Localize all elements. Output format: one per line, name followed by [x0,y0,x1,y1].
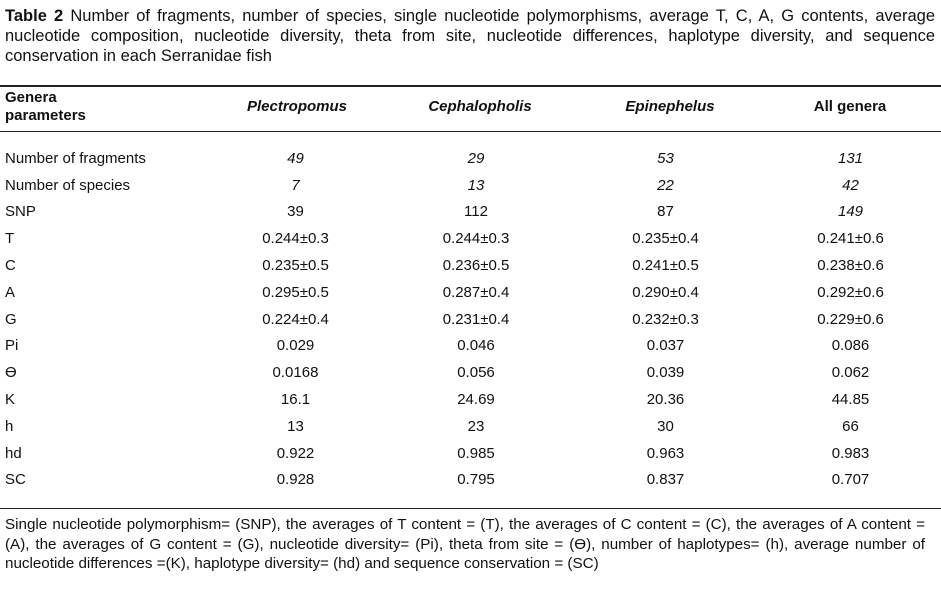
column-header-all-genera: All genera [813,98,887,115]
table-row [0,199,941,226]
table-cell: 112 [464,203,488,221]
row-label: h [5,417,14,435]
table-cell: 0.290±0.4 [632,283,699,301]
table-cell: 0.231±0.4 [442,310,510,328]
table-cell: 0.963 [646,444,685,462]
table-cell: 0.983 [831,444,870,462]
table-cell: 0.241±0.5 [632,257,699,275]
row-label: ϴ [5,364,17,382]
table-number: Table 2 [5,7,64,25]
table-cell: 22 [657,176,674,194]
top-rule [0,85,941,87]
table-cell: 29 [467,149,485,167]
row-label: Number of species [5,176,131,194]
row-label: Number of fragments [5,149,146,167]
table-cell: 0.086 [831,337,870,355]
row-label: C [5,257,16,275]
table-cell: 23 [467,417,485,435]
table-cell: 53 [657,149,674,167]
table-cell: 0.037 [646,337,685,355]
table-cell: 0.295±0.5 [262,283,329,301]
row-label: T [5,230,15,248]
row-label: G [5,310,17,328]
table-row [0,225,941,252]
table-cell: 0.062 [831,364,870,382]
table-cell: 0.029 [276,337,315,355]
table-cell: 42 [842,176,859,194]
table-cell: 0.287±0.4 [442,283,510,301]
row-label: A [5,283,16,301]
table-cell: 0.922 [276,444,315,462]
header-genera-parameters [5,89,86,125]
table-cell: 0.236±0.5 [442,257,510,275]
table-cell: 0.707 [831,471,870,489]
table-caption [5,6,935,66]
table-cell: 0.244±0.3 [442,230,510,248]
table-cell: 0.232±0.3 [632,310,699,328]
table-row [0,172,941,199]
bottom-rule [0,508,941,509]
table-row [0,386,941,413]
table-footnote: Single nucleotide polymorphism= (SNP), the averages of T content = (T), the averages of C content = (C), the averages of A content = (A), the averages of G content = (G), nucleotide diversity= (Pi), theta from site = (ϴ), number of haplotypes= (h), average number of nucleotide differences =(K), haplotype diversity= (hd) and sequence conservation = (SC) [5,516,925,572]
table-cell: 16.1 [280,391,311,409]
table-cell: 24.69 [457,391,495,409]
table-cell: 131 [837,149,864,167]
row-label: K [5,391,16,409]
table-cell: 0.235±0.5 [262,257,329,275]
table-caption-text: Number of fragments, number of species, single nucleotide polymorphisms, average T, C, A, G contents, average nucleotide composition, nucleotide diversity, theta from site, nucleotide differences, haplotype diversity, and sequence conservation in each Serranidae fish [5,7,936,65]
column-header-plectropomus: Plectropomus [246,98,348,115]
table-cell: 0.0168 [272,364,319,382]
data-table [0,145,941,520]
row-label: hd [5,444,22,462]
table-cell: 87 [657,203,674,221]
table-row [0,252,941,279]
table-cell: 44.85 [831,391,870,409]
table-cell: 0.795 [457,471,495,489]
table-row [0,279,941,306]
table-cell: 39 [287,203,304,221]
table-cell: 0.039 [646,364,685,382]
header-label-line-2: parameters [5,107,86,124]
table-cell: 49 [287,149,304,167]
table-row [0,359,941,386]
table-cell: 0.985 [457,444,495,462]
table-row [0,333,941,360]
table-cell: 13 [467,176,485,194]
table-cell: 0.292±0.6 [817,283,884,301]
table-row [0,440,941,467]
table-row [0,145,941,172]
table-cell: 7 [291,176,300,194]
table-cell: 30 [657,417,674,435]
column-header-cephalopholis: Cephalopholis [428,98,532,115]
table-cell: 0.241±0.6 [817,230,884,248]
table-cell: 66 [842,417,859,435]
row-label: Pi [5,337,19,355]
column-header-epinephelus: Epinephelus [625,98,715,115]
row-label: SNP [5,203,36,221]
table-cell: 0.046 [457,337,495,355]
table-cell: 149 [837,203,864,221]
table-cell: 13 [287,417,304,435]
table-cell: 0.928 [276,471,315,489]
table-row [0,467,941,494]
table-cell: 0.229±0.6 [817,310,884,328]
table-cell: 0.238±0.6 [817,257,884,275]
table-cell: 0.244±0.3 [262,230,329,248]
row-label: SC [5,471,26,489]
header-label-line-1: Genera [5,89,57,106]
table-cell: 20.36 [646,391,685,409]
table-row [0,413,941,440]
table-cell: 0.056 [457,364,495,382]
table-cell: 0.837 [646,471,685,489]
table-row [0,306,941,333]
header-rule [0,131,941,132]
table-cell: 0.224±0.4 [262,310,329,328]
table-cell: 0.235±0.4 [632,230,699,248]
